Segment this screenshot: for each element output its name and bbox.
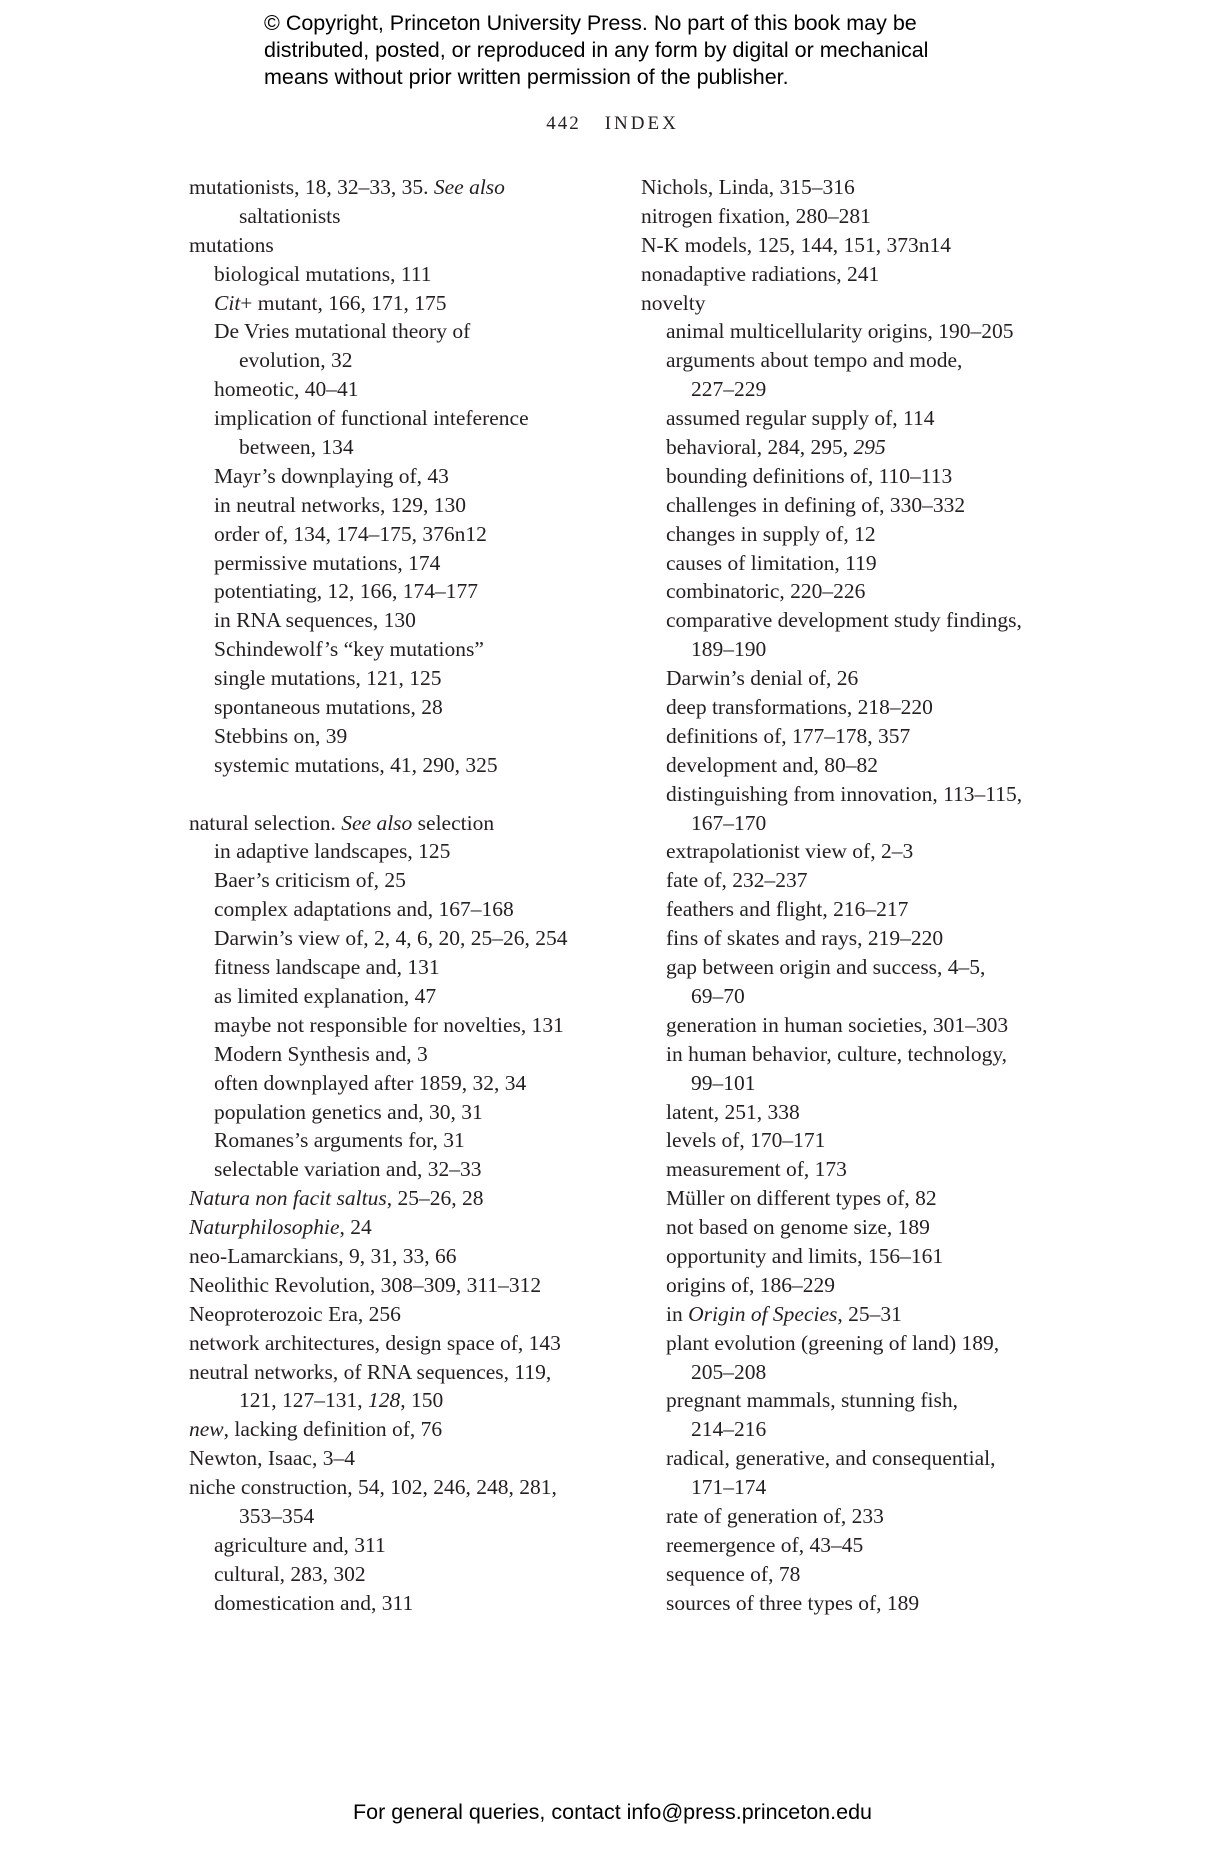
index-subentry: as limited explanation, 47 — [214, 983, 437, 1008]
index-subentry: feathers and flight, 216–217 — [666, 897, 909, 922]
index-subentry: biological mutations, 111 — [214, 261, 432, 286]
index-subentry: often downplayed after 1859, 32, 34 — [214, 1070, 527, 1095]
index-entry: novelty — [641, 290, 706, 315]
index-subentry: Darwin’s denial of, 26 — [666, 666, 859, 691]
index-subentry: single mutations, 121, 125 — [214, 666, 442, 691]
index-subentry: levels of, 170–171 — [666, 1128, 826, 1153]
index-subentry: animal multicellularity origins, 190–205 — [666, 319, 1014, 344]
index-subentry: implication of functional inteference — [214, 406, 529, 431]
page-number: 442 — [546, 113, 581, 134]
index-entry: Natura non facit saltus, 25–26, 28 — [189, 1186, 484, 1211]
section-title: INDEX — [604, 113, 679, 134]
running-head — [0, 113, 1225, 135]
index-subentry: fate of, 232–237 — [666, 868, 808, 893]
index-subentry: development and, 80–82 — [666, 752, 878, 777]
index-subentry: comparative development study findings, — [666, 608, 1022, 633]
index-subentry: behavioral, 284, 295, 295 — [666, 435, 886, 460]
index-subentry: radical, generative, and consequential, — [666, 1446, 996, 1471]
index-entry: Nichols, Linda, 315–316 — [641, 175, 855, 199]
index-subentry: bounding definitions of, 110–113 — [666, 463, 953, 488]
index-subentry: latent, 251, 338 — [666, 1099, 800, 1124]
index-subentry: homeotic, 40–41 — [214, 377, 359, 402]
index-subentry: Cit+ mutant, 166, 171, 175 — [214, 290, 447, 315]
copyright-line: means without prior written permission of the publisher. — [264, 65, 789, 89]
index-entry-continuation: 69–70 — [691, 983, 745, 1008]
index-subentry: maybe not responsible for novelties, 131 — [214, 1012, 564, 1037]
index-subentry: complex adaptations and, 167–168 — [214, 897, 514, 922]
index-subentry: Müller on different types of, 82 — [666, 1186, 937, 1211]
index-entry-continuation: 189–190 — [691, 637, 767, 662]
index-entry-continuation: 227–229 — [691, 377, 767, 402]
index-entry-continuation: 171–174 — [691, 1475, 767, 1500]
index-entry-continuation: 99–101 — [691, 1070, 756, 1095]
index-entry-continuation: between, 134 — [239, 435, 354, 460]
index-subentry: in adaptive landscapes, 125 — [214, 839, 451, 864]
index-entry: nitrogen fixation, 280–281 — [641, 203, 871, 228]
index-entry: network architectures, design space of, 143 — [189, 1330, 561, 1355]
index-subentry: distinguishing from innovation, 113–115, — [666, 781, 1023, 806]
copyright-line: distributed, posted, or reproduced in any form by digital or mechanical — [264, 38, 929, 62]
index-entry: neo-Lamarckians, 9, 31, 33, 66 — [189, 1243, 457, 1268]
index-subentry: population genetics and, 30, 31 — [214, 1099, 483, 1124]
index-subentry: cultural, 283, 302 — [214, 1561, 366, 1586]
index-entry-continuation: 121, 127–131, 128, 150 — [239, 1388, 444, 1413]
index-subentry: spontaneous mutations, 28 — [214, 695, 443, 720]
index-entry-continuation: evolution, 32 — [239, 348, 353, 373]
index-subentry: Mayr’s downplaying of, 43 — [214, 463, 449, 488]
index-subentry: challenges in defining of, 330–332 — [666, 492, 966, 517]
index-subentry: sources of three types of, 189 — [666, 1590, 920, 1615]
footer-contact: For general queries, contact info@press.princeton.edu — [352, 1800, 872, 1824]
index-subentry: gap between origin and success, 4–5, — [666, 955, 986, 980]
index-entry-continuation: 167–170 — [691, 810, 767, 835]
index-subentry: Modern Synthesis and, 3 — [214, 1041, 428, 1066]
index-subentry: selectable variation and, 32–33 — [214, 1157, 482, 1182]
index-subentry: rate of generation of, 233 — [666, 1503, 884, 1528]
index-subentry: in neutral networks, 129, 130 — [214, 492, 466, 517]
index-entry: N-K models, 125, 144, 151, 373n14 — [641, 232, 951, 257]
index-entry: Neoproterozoic Era, 256 — [189, 1301, 401, 1326]
index-entry: nonadaptive radiations, 241 — [641, 261, 880, 286]
index-subentry: combinatoric, 220–226 — [666, 579, 866, 604]
index-entry-continuation: 205–208 — [691, 1359, 767, 1384]
index-subentry: reemergence of, 43–45 — [666, 1532, 864, 1557]
index-subentry: assumed regular supply of, 114 — [666, 406, 935, 431]
index-subentry: definitions of, 177–178, 357 — [666, 723, 911, 748]
index-subentry: De Vries mutational theory of — [214, 319, 471, 344]
index-entry: neutral networks, of RNA sequences, 119, — [189, 1359, 552, 1384]
index-subentry: permissive mutations, 174 — [214, 550, 441, 575]
index-entry: niche construction, 54, 102, 246, 248, 281, — [189, 1475, 557, 1500]
index-subentry: order of, 134, 174–175, 376n12 — [214, 521, 487, 546]
index-entry-continuation: 353–354 — [239, 1503, 315, 1528]
index-subentry: agriculture and, 311 — [214, 1532, 386, 1557]
index-subentry: arguments about tempo and mode, — [666, 348, 963, 373]
index-subentry: causes of limitation, 119 — [666, 550, 877, 575]
index-column-left — [189, 173, 629, 1618]
index-subentry: systemic mutations, 41, 290, 325 — [214, 752, 498, 777]
index-subentry: Baer’s criticism of, 25 — [214, 868, 406, 893]
index-subentry: fitness landscape and, 131 — [214, 955, 440, 980]
index-subentry: changes in supply of, 12 — [666, 521, 876, 546]
index-entry-continuation: 214–216 — [691, 1417, 767, 1442]
index-subentry: pregnant mammals, stunning fish, — [666, 1388, 959, 1413]
index-entry: Naturphilosophie, 24 — [189, 1215, 372, 1240]
index-subentry: fins of skates and rays, 219–220 — [666, 926, 944, 951]
index-subentry: Stebbins on, 39 — [214, 723, 348, 748]
index-entry-continuation: saltationists — [239, 203, 341, 228]
index-column-right — [641, 173, 1081, 1618]
copyright-notice — [264, 10, 1024, 91]
entry-gap — [189, 780, 629, 809]
index-entry: natural selection. See also selection — [189, 810, 495, 835]
index-subentry: measurement of, 173 — [666, 1157, 847, 1182]
index-subentry: potentiating, 12, 166, 174–177 — [214, 579, 478, 604]
index-subentry: sequence of, 78 — [666, 1561, 801, 1586]
index-subentry: Schindewolf’s “key mutations” — [214, 637, 484, 662]
index-subentry: domestication and, 311 — [214, 1590, 414, 1615]
index-entry: mutationists, 18, 32–33, 35. See also — [189, 175, 505, 199]
index-subentry: Darwin’s view of, 2, 4, 6, 20, 25–26, 254 — [214, 926, 568, 951]
index-entry: mutations — [189, 232, 274, 257]
index-subentry: not based on genome size, 189 — [666, 1215, 930, 1240]
index-subentry: origins of, 186–229 — [666, 1272, 836, 1297]
index-subentry: opportunity and limits, 156–161 — [666, 1243, 944, 1268]
index-subentry: in Origin of Species, 25–31 — [666, 1301, 902, 1326]
index-subentry: in human behavior, culture, technology, — [666, 1041, 1008, 1066]
index-subentry: generation in human societies, 301–303 — [666, 1012, 1009, 1037]
index-subentry: deep transformations, 218–220 — [666, 695, 933, 720]
index-entry: new, lacking definition of, 76 — [189, 1417, 443, 1442]
index-entry: Newton, Isaac, 3–4 — [189, 1446, 355, 1471]
index-entry: Neolithic Revolution, 308–309, 311–312 — [189, 1272, 542, 1297]
index-subentry: plant evolution (greening of land) 189, — [666, 1330, 1000, 1355]
copyright-line: © Copyright, Princeton University Press. No part of this book may be — [264, 11, 917, 35]
index-subentry: Romanes’s arguments for, 31 — [214, 1128, 465, 1153]
index-subentry: extrapolationist view of, 2–3 — [666, 839, 914, 864]
index-subentry: in RNA sequences, 130 — [214, 608, 416, 633]
